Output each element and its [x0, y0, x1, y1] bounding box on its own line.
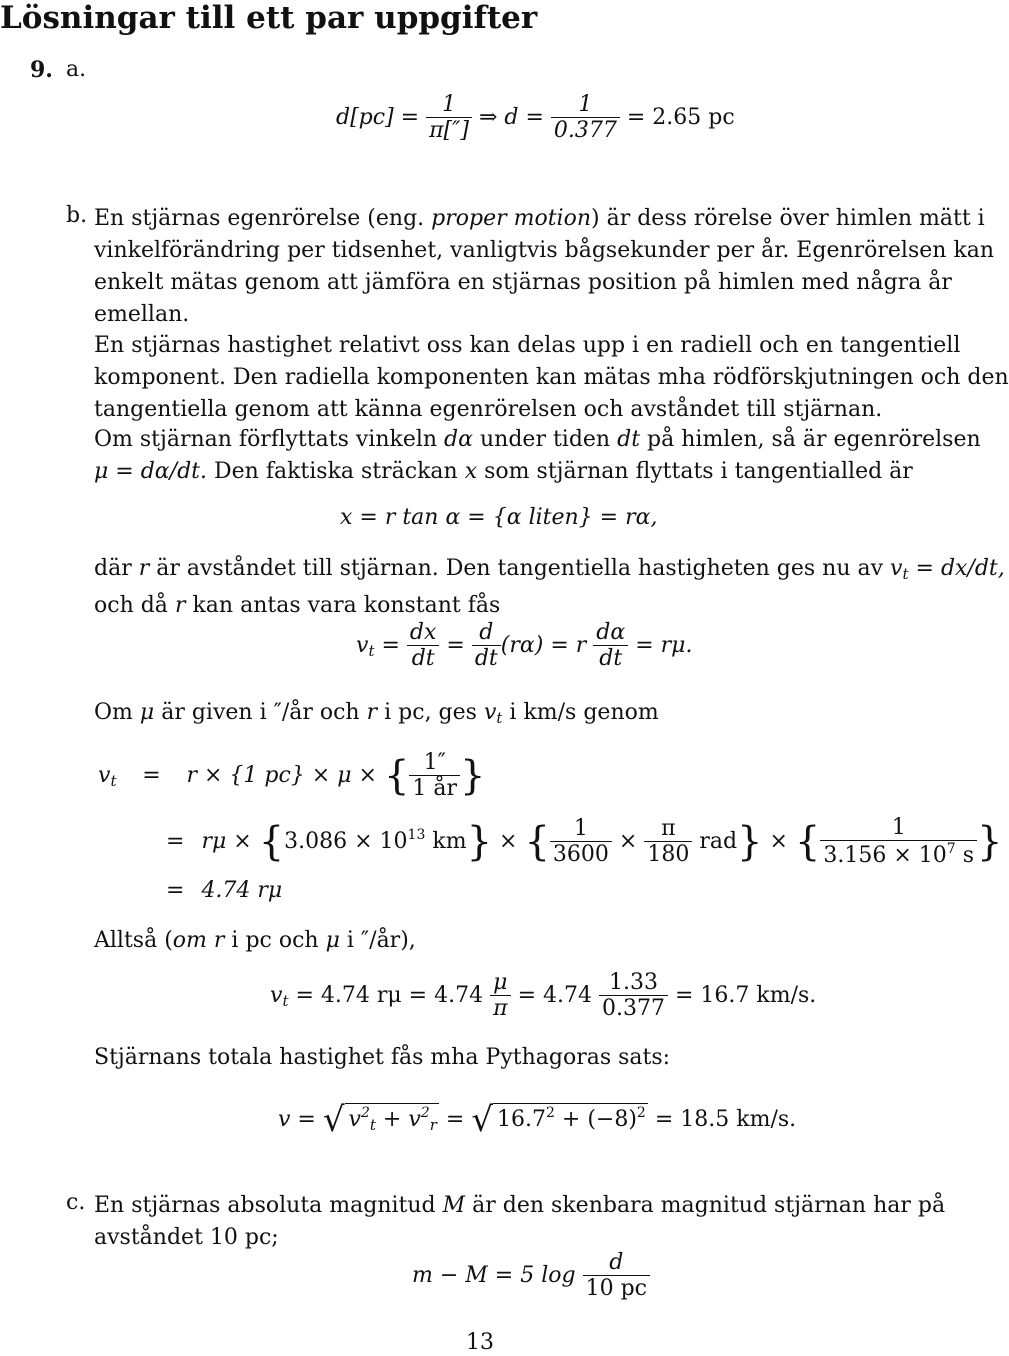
text-line: emellan.	[94, 302, 190, 327]
subscript: t	[369, 1116, 376, 1134]
text: En stjärnas egenrörelse (eng.	[94, 206, 425, 231]
math: M	[442, 1193, 466, 1218]
text-line: vinkelförändring per tidsenhet, vanligtvis bågsekunder per år. Egenrörelsen kan	[94, 238, 995, 263]
superscript: 13	[407, 826, 426, 843]
math: v =	[278, 1107, 316, 1132]
math: r	[174, 593, 186, 618]
subscript: t	[902, 565, 909, 583]
part-b-paragraph-7: Stjärnans totala hastighet fås mha Pythagoras sats:	[94, 1045, 671, 1070]
frac-den: 0.377	[601, 996, 665, 1022]
math: μ	[139, 700, 155, 725]
page-number: 13	[466, 1330, 494, 1355]
text: i km/s genom	[509, 700, 659, 725]
frac	[407, 620, 440, 672]
frac-num: 1	[550, 816, 612, 842]
frac	[583, 1250, 650, 1302]
superscript: 7	[946, 841, 956, 858]
frac	[490, 970, 510, 1022]
text: En stjärnas absoluta magnitud	[94, 1193, 436, 1218]
eq-a-lhs: d[pc] =	[336, 104, 420, 130]
part-b-paragraph-3	[94, 424, 981, 488]
part-c-label: c.	[66, 1190, 86, 1215]
sqrt-symbol: √	[322, 1100, 345, 1140]
brace-close: }	[466, 818, 493, 865]
text: är den skenbara magnitud stjärnan har på	[472, 1193, 946, 1218]
part-b-paragraph-2	[94, 330, 1009, 426]
text: i pc, ges	[384, 700, 477, 725]
text-line: avståndet 10 pc;	[94, 1225, 279, 1250]
frac-num: d	[583, 1250, 650, 1276]
math: + v	[382, 1107, 421, 1132]
equation-vt-numeric	[270, 970, 816, 1022]
eq-a-frac2	[551, 92, 620, 144]
math: 3.086 × 10	[284, 828, 408, 854]
math: s	[962, 843, 974, 869]
frac	[409, 750, 460, 802]
equation-a	[336, 92, 735, 144]
problem-number: 9.	[30, 57, 53, 83]
aligned-eq-row-3	[166, 878, 282, 903]
eq-a-result: = 2.65 pc	[626, 104, 735, 130]
radicand	[493, 1103, 648, 1132]
brace-open: {	[258, 818, 285, 865]
brace-open: {	[524, 818, 550, 865]
text-line: komponent. Den radiella komponenten kan mätas mha rödförskjutningen och den	[94, 365, 1009, 390]
math: r	[366, 700, 378, 725]
part-b-paragraph-1	[94, 203, 995, 331]
part-b-paragraph-6	[94, 928, 416, 953]
math: + (−8)	[561, 1107, 637, 1132]
frac	[472, 620, 501, 672]
frac	[820, 815, 977, 869]
sqrt-symbol: √	[471, 1100, 493, 1140]
frac	[593, 620, 628, 672]
math: (rα) = r	[500, 632, 587, 658]
frac	[550, 816, 612, 868]
equation-vt	[356, 620, 692, 672]
text: Om stjärnan förflyttats vinkeln	[94, 427, 438, 452]
brace-close: }	[737, 818, 763, 865]
math: v	[356, 632, 369, 658]
frac-num: 1″	[409, 750, 460, 776]
frac-den: π	[493, 996, 508, 1022]
brace-close: }	[977, 818, 1003, 865]
frac-num: μ	[490, 970, 510, 996]
math: =	[166, 878, 185, 903]
frac-num: 1	[820, 815, 977, 841]
subscript: t	[496, 709, 503, 727]
text-line: enkelt mätas genom att jämföra en stjärnas position på himlen med några år	[94, 270, 952, 295]
frac-den: dt	[411, 646, 435, 672]
eq-a-d: d =	[504, 104, 544, 130]
text-line: En stjärnas hastighet relativt oss kan delas upp i en radiell och en tangentiell	[94, 333, 961, 358]
subscript: r	[429, 1116, 437, 1134]
aligned-eq-row-2: = $r\mu \times \{3.086 \times 10^{13}$ km} × { $\frac{1}{3600}$ × $\frac{\pi}{180}$ rad} × { $\frac{1}{3.156 \times 10^7 s}$ }	[166, 815, 1003, 869]
subscript: t	[110, 771, 117, 790]
math: x	[464, 459, 478, 484]
part-c-paragraph	[94, 1190, 950, 1254]
text: på himlen, så är egenrörelsen	[647, 427, 981, 452]
math: 16.7	[496, 1107, 546, 1132]
equation-x: x = r tan α = {α liten} = rα,	[340, 505, 658, 530]
frac-den: 0.377	[553, 118, 617, 144]
frac-num: d	[472, 620, 501, 646]
text: kan antas vara konstant fås	[192, 593, 501, 618]
superscript: 2	[636, 1105, 646, 1121]
frac-num: 1	[426, 92, 472, 118]
frac	[644, 816, 692, 868]
text: ) är dess rörelse över himlen mätt i	[591, 206, 985, 231]
part-b-paragraph-5	[94, 700, 659, 727]
text-italic: proper motion	[431, 206, 592, 231]
text: i pc och	[231, 928, 319, 953]
superscript: 2	[545, 1105, 555, 1121]
math: v	[98, 762, 111, 788]
superscript: 2	[360, 1105, 370, 1121]
equation-v-total	[278, 1100, 796, 1140]
math: =	[446, 632, 465, 658]
part-a-label: a.	[66, 57, 87, 82]
frac-num: dα	[593, 620, 628, 646]
frac	[599, 970, 668, 1022]
eq-a-frac1	[426, 92, 472, 144]
math: = 16.7 km/s.	[674, 982, 817, 1008]
text: under tiden	[480, 427, 611, 452]
math: μ = dα/dt.	[94, 459, 207, 484]
frac-den: dt	[474, 646, 498, 672]
math: v	[890, 556, 903, 581]
math: rμ ×	[201, 828, 252, 854]
math: μ	[325, 928, 340, 953]
math: = rμ.	[635, 632, 693, 658]
brace-close: }	[460, 752, 486, 799]
frac-num: 1	[551, 92, 620, 118]
frac-num: π	[644, 816, 692, 842]
math: = dx/dt,	[915, 556, 1005, 581]
text-italic: om r	[172, 928, 225, 953]
math: v	[348, 1107, 361, 1132]
math: =	[445, 1107, 465, 1132]
text: som stjärnan flyttats i tangentialled är	[484, 459, 913, 484]
superscript: 2	[420, 1105, 430, 1121]
frac-den: 1 år	[412, 776, 458, 802]
aligned-eq-row-1	[98, 750, 485, 802]
equation-c	[412, 1250, 650, 1302]
math: =	[166, 828, 185, 854]
math: = 4.74 rμ = 4.74	[295, 982, 484, 1008]
math: v	[483, 700, 497, 725]
math: =	[381, 632, 400, 658]
frac-den: 180	[647, 842, 690, 868]
math: 4.74 rμ	[201, 878, 283, 903]
frac-den: 10 pc	[585, 1276, 647, 1302]
text: i ″/år),	[346, 928, 416, 953]
part-b-label: b.	[66, 203, 88, 228]
text: Alltså (	[94, 928, 173, 953]
math: v	[270, 982, 283, 1008]
frac-den: dt	[599, 646, 623, 672]
text: Om	[94, 700, 133, 725]
text: är avståndet till stjärnan. Den tangentiella hastigheten ges nu av	[156, 556, 884, 581]
math: r × {1 pc} × μ ×	[186, 762, 377, 788]
math: = 18.5 km/s.	[654, 1107, 797, 1132]
math: rad	[699, 828, 738, 854]
math: dt	[617, 427, 641, 452]
math: r	[138, 556, 150, 581]
math: dα	[444, 427, 473, 452]
brace-open: {	[794, 818, 821, 865]
math: =	[142, 762, 161, 788]
text-line: tangentiella genom att känna egenrörelsen och avståndet till stjärnan.	[94, 397, 883, 422]
section-title: Lösningar till ett par uppgifter	[0, 0, 538, 36]
math: m − M = 5 log	[412, 1262, 576, 1288]
implies-symbol: ⇒	[478, 104, 498, 130]
frac-den	[820, 841, 977, 868]
brace-open: {	[383, 752, 410, 799]
text: Den faktiska sträckan	[214, 459, 458, 484]
math: 3.156 × 10	[823, 843, 947, 869]
frac-den: π[″]	[429, 118, 469, 144]
frac-den: 3600	[552, 842, 609, 868]
subscript: t	[368, 641, 375, 660]
text: där	[94, 556, 132, 581]
subscript: t	[282, 991, 289, 1010]
math: km	[432, 828, 467, 854]
frac-num: 1.33	[599, 970, 668, 996]
text: är given i ″/år och	[161, 700, 360, 725]
text: och då	[94, 593, 168, 618]
frac-num: dx	[407, 620, 440, 646]
radicand	[345, 1103, 439, 1134]
part-b-paragraph-4	[94, 553, 1005, 622]
math: = 4.74	[517, 982, 592, 1008]
